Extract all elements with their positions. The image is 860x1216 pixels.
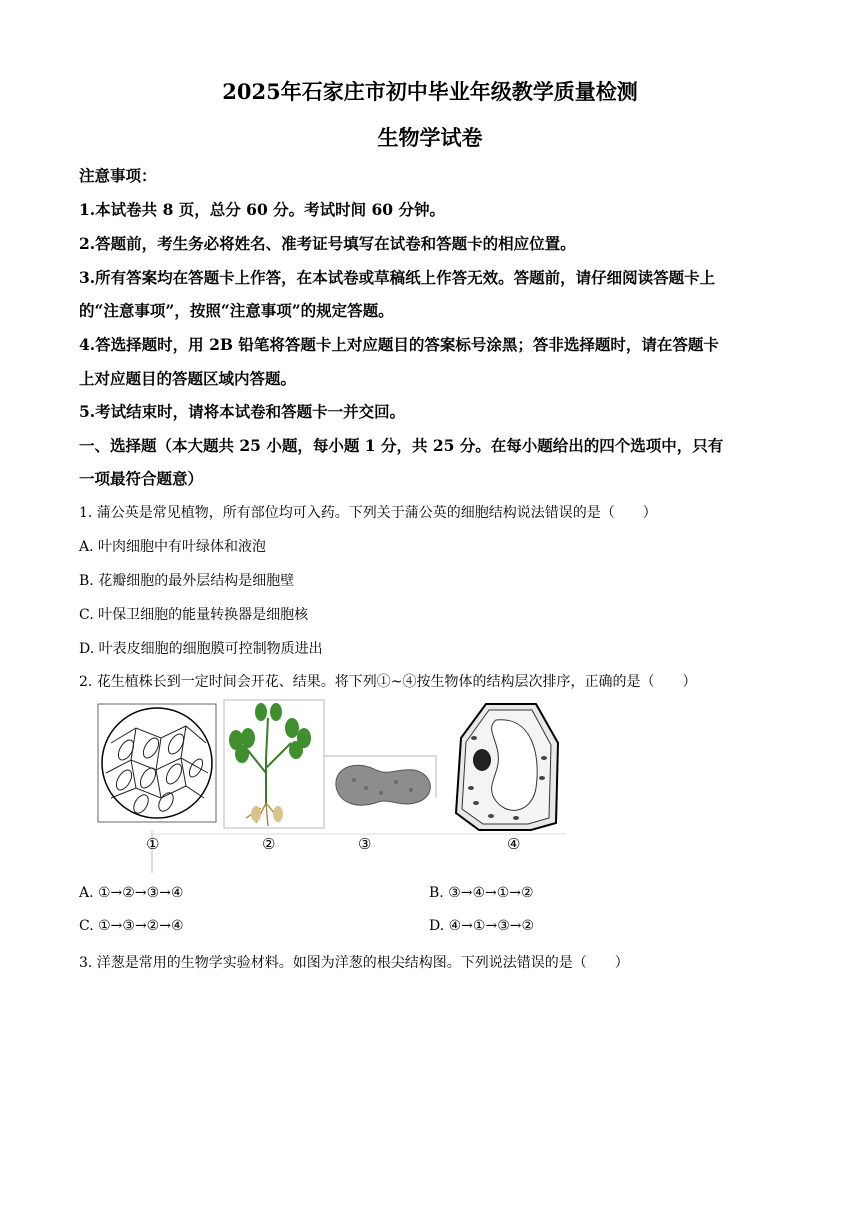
q2-option-b: B. ③→④→①→② [429,885,534,901]
section-heading: 一、选择题（本大题共 25 小题，每小题 1 分，共 25 分。在每小题给出的四个选项中，只有 [79,436,724,455]
q1-option-d: D. 叶表皮细胞的细胞膜可控制物质进出 [79,641,323,657]
notice-heading: 注意事项： [79,166,157,185]
section-heading-cont: 一项最符合题意） [79,469,204,488]
q2-option-a: A. ①→②→③→④ [79,885,184,901]
exam-title: 2025年石家庄市初中毕业年级教学质量检测 [222,79,638,104]
question-1-stem: 1. 蒲公英是常见植物，所有部位均可入药。下列关于蒲公英的细胞结构说法错误的是（ ） [79,505,657,521]
q1-option-b: B. 花瓣细胞的最外层结构是细胞壁 [79,573,295,589]
figure-label-3: ③ [358,835,372,853]
q1-option-c: C. 叶保卫细胞的能量转换器是细胞核 [79,607,309,623]
question-3-stem: 3. 洋葱是常用的生物学实验材料。如图为洋葱的根尖结构图。下列说法错误的是（ ） [79,955,629,971]
notice-item: 3.所有答案均在答题卡上作答，在本试卷或草稿纸上作答无效。答题前，请仔细阅读答题卡上 [79,268,716,287]
peanut-plant-illustration [224,700,324,828]
q2-option-c: C. ①→③→②→④ [79,918,184,934]
q2-figure [96,698,566,873]
figure-label-4: ④ [507,835,521,853]
peanut-fruit-illustration [324,756,436,805]
notice-item: 的“注意事项”，按照“注意事项”的规定答题。 [79,301,394,320]
notice-item: 2.答题前，考生务必将姓名、准考证号填写在试卷和答题卡的相应位置。 [79,234,576,253]
tissue-illustration [98,704,216,822]
question-2-stem: 2. 花生植株长到一定时间会开花、结果。将下列①~④按生物体的结构层次排序，正确的是（ ） [79,674,697,690]
figure-label-1: ① [146,835,160,853]
q2-option-d: D. ④→①→③→② [429,918,535,934]
notice-item: 上对应题目的答题区域内答题。 [79,369,297,388]
notice-item: 5.考试结束时，请将本试卷和答题卡一并交回。 [79,402,406,421]
figure-label-2: ② [262,835,276,853]
plant-cell-illustration [456,704,558,830]
q1-option-a: A. 叶肉细胞中有叶绿体和液泡 [79,539,267,555]
notice-item: 1.本试卷共 8 页，总分 60 分。考试时间 60 分钟。 [79,200,445,219]
notice-item: 4.答选择题时，用 2B 铅笔将答题卡上对应题目的答案标号涂黑；答非选择题时，请在答题卡 [79,335,719,354]
exam-subtitle: 生物学试卷 [377,125,483,150]
